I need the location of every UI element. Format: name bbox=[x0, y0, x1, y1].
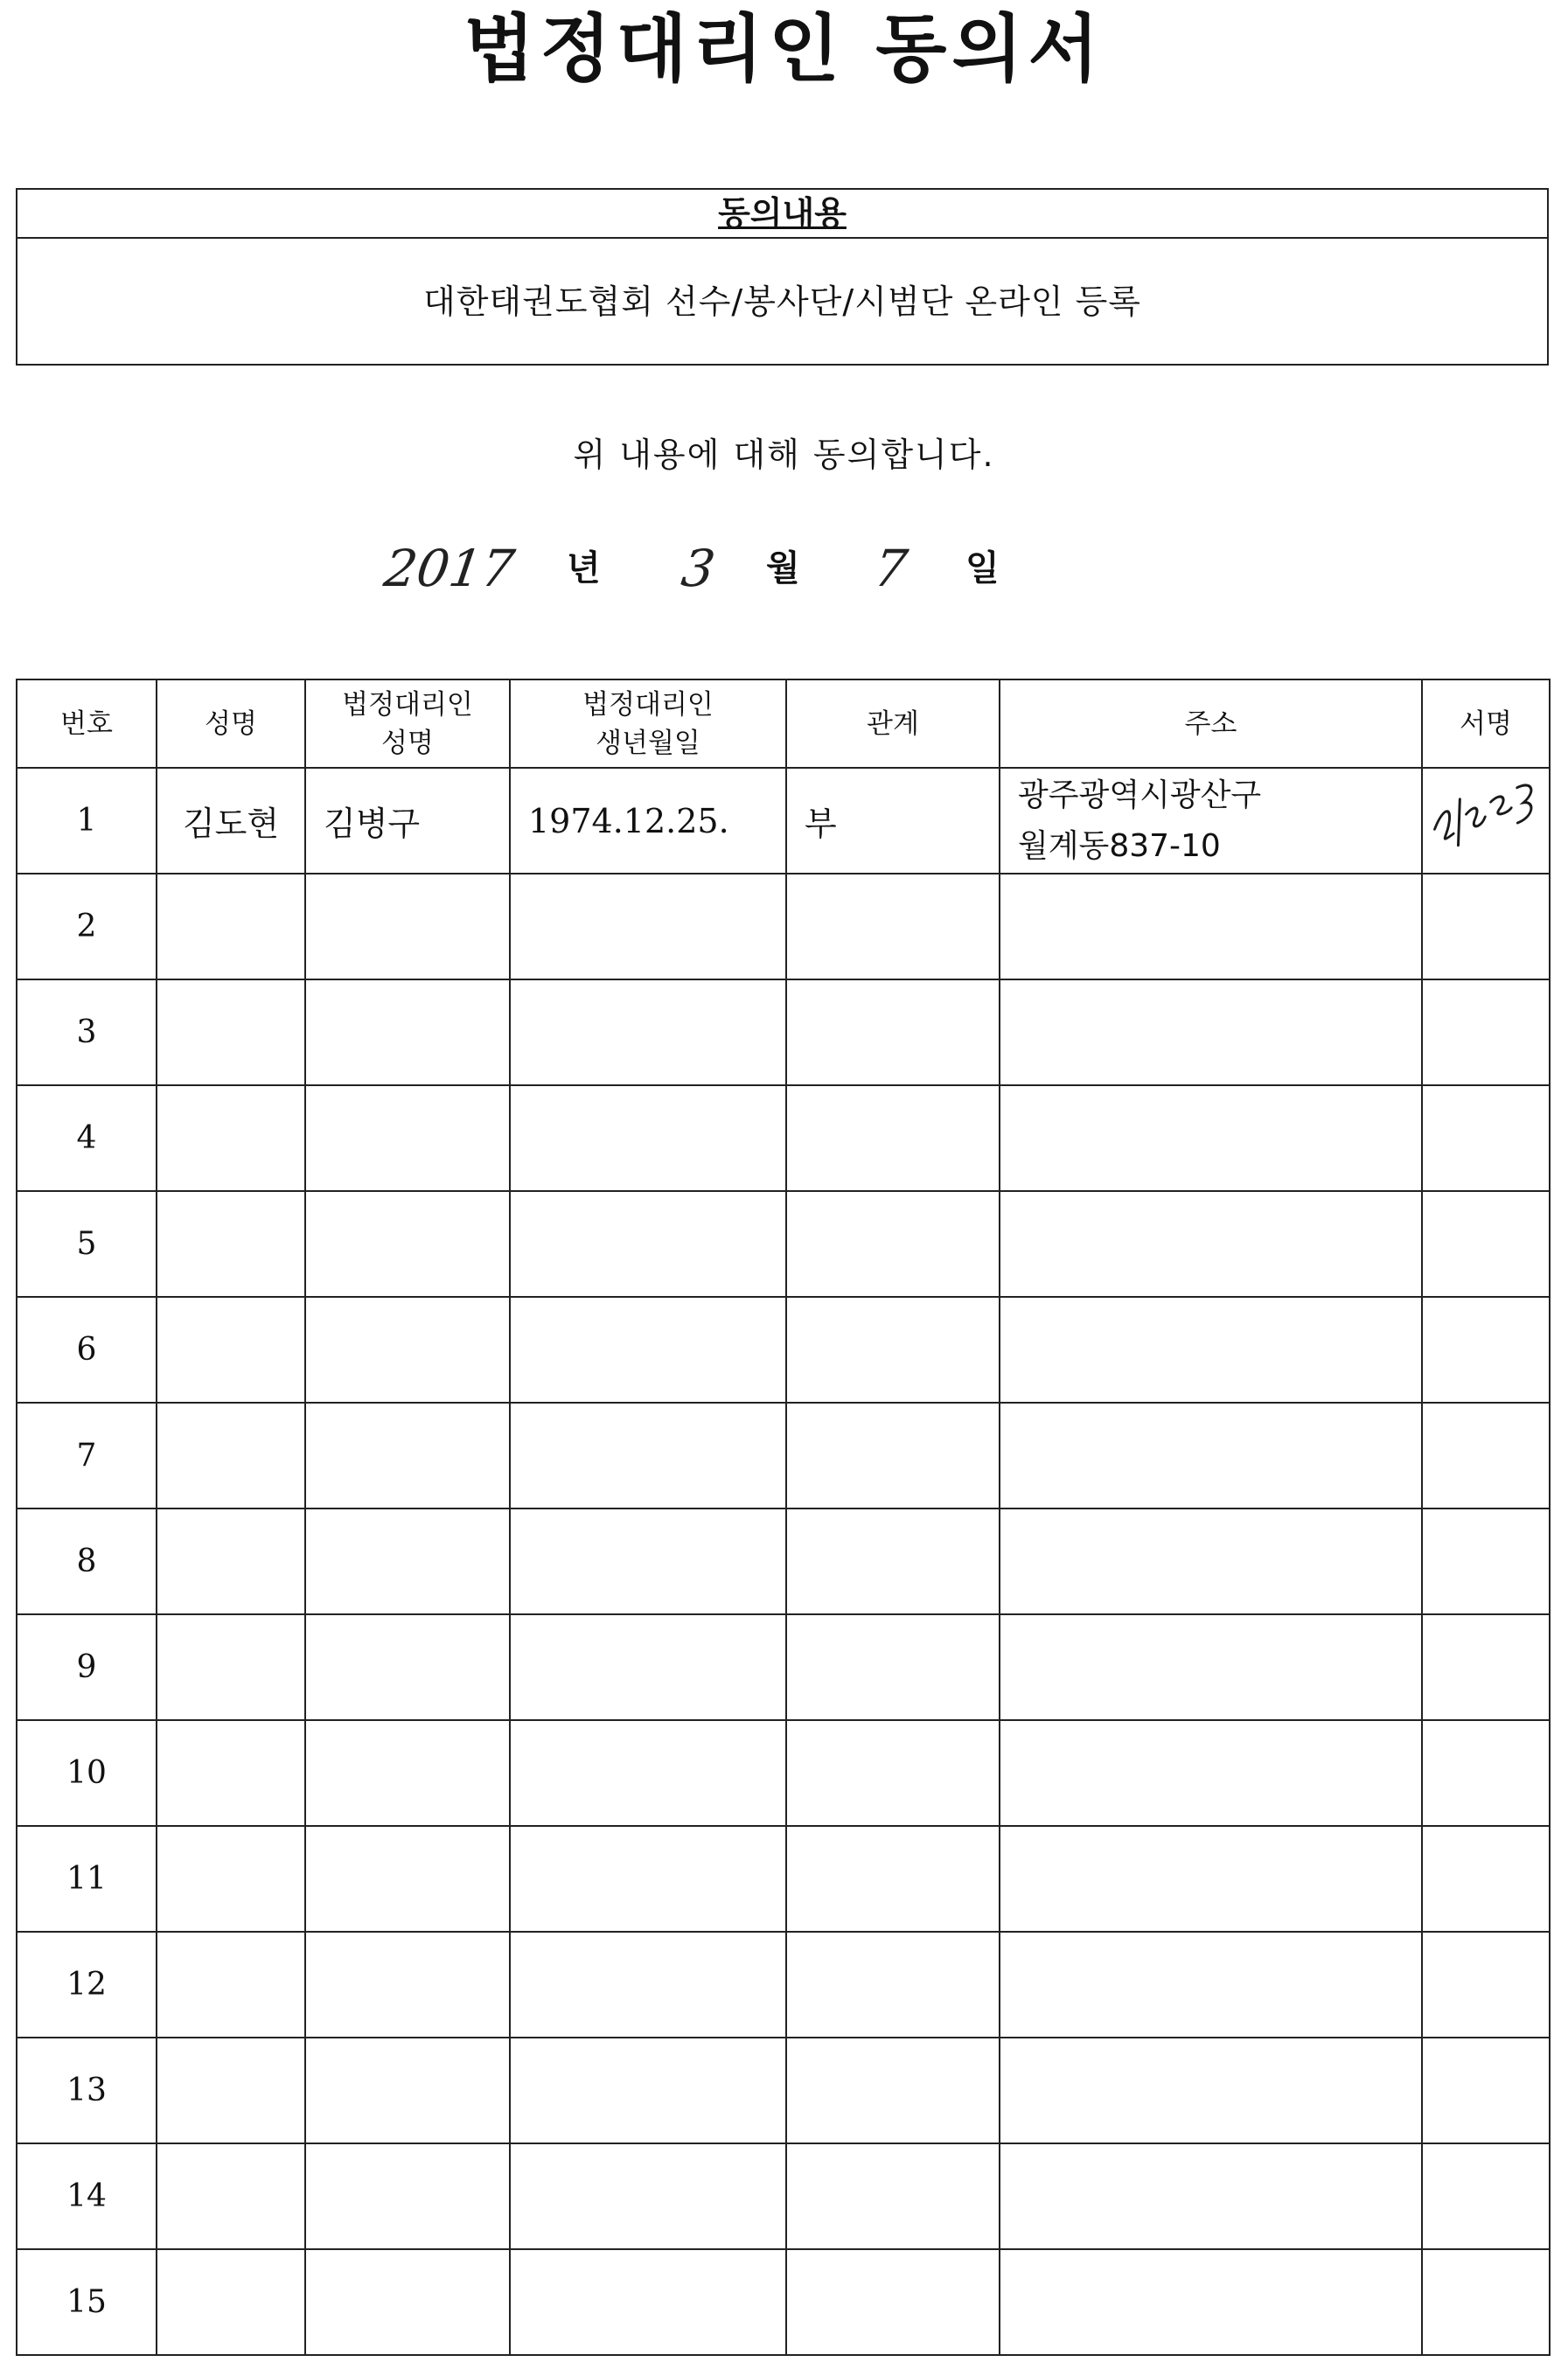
student-name[interactable] bbox=[157, 1297, 305, 1403]
student-name[interactable] bbox=[157, 1720, 305, 1826]
guardian-birthdate[interactable] bbox=[510, 2249, 786, 2355]
relation[interactable] bbox=[786, 979, 1000, 1085]
row-number: 4 bbox=[17, 1085, 157, 1191]
student-name[interactable] bbox=[157, 1614, 305, 1720]
row-number: 14 bbox=[17, 2143, 157, 2249]
relation[interactable] bbox=[786, 874, 1000, 979]
relation[interactable] bbox=[786, 2143, 1000, 2249]
address[interactable] bbox=[1000, 979, 1422, 1085]
guardian-birthdate[interactable] bbox=[510, 2143, 786, 2249]
row-number: 13 bbox=[17, 2038, 157, 2143]
row-number: 1 bbox=[17, 768, 157, 874]
header-guardian-name bbox=[305, 679, 510, 768]
table-row bbox=[17, 1826, 1550, 1932]
address-line1: 광주광역시광산구 bbox=[1018, 777, 1262, 813]
guardian-name[interactable] bbox=[305, 2249, 510, 2355]
row-number: 8 bbox=[17, 1509, 157, 1614]
consent-content: 대한태권도협회 선수/봉사단/시범단 온라인 등록 bbox=[422, 282, 1141, 321]
document-title: 법정대리인 동의서 bbox=[463, 6, 1105, 92]
address[interactable] bbox=[1000, 874, 1422, 979]
address[interactable] bbox=[1000, 1403, 1422, 1509]
guardian-name[interactable] bbox=[305, 1826, 510, 1932]
address-line2: 월계동837-10 bbox=[1018, 827, 1221, 864]
address[interactable] bbox=[1000, 1085, 1422, 1191]
signature-cell[interactable] bbox=[1422, 874, 1550, 979]
relation[interactable] bbox=[786, 1720, 1000, 1826]
signature-cell[interactable] bbox=[1422, 1509, 1550, 1614]
guardian-birthdate[interactable] bbox=[510, 1191, 786, 1297]
student-name[interactable] bbox=[157, 979, 305, 1085]
date-year: 2017 bbox=[380, 539, 519, 598]
signature-cell[interactable] bbox=[1422, 2249, 1550, 2355]
guardian-birthdate[interactable] bbox=[510, 1509, 786, 1614]
signature-cell[interactable] bbox=[1422, 1403, 1550, 1509]
address[interactable] bbox=[1000, 2249, 1422, 2355]
date-month: 3 bbox=[678, 539, 719, 598]
table-row bbox=[17, 1614, 1550, 1720]
date-day-unit: 일 bbox=[965, 548, 1000, 589]
guardian-name[interactable] bbox=[305, 1085, 510, 1191]
student-name[interactable] bbox=[157, 2249, 305, 2355]
guardian-birthdate[interactable] bbox=[510, 1614, 786, 1720]
header-guardian-name-line1: 법정대리인 bbox=[342, 688, 473, 721]
relation[interactable] bbox=[786, 2038, 1000, 2143]
address[interactable] bbox=[1000, 1614, 1422, 1720]
table-row bbox=[17, 2038, 1550, 2143]
guardian-birthdate[interactable] bbox=[510, 1085, 786, 1191]
relation[interactable] bbox=[786, 2249, 1000, 2355]
student-name[interactable] bbox=[157, 2143, 305, 2249]
student-name[interactable] bbox=[157, 1191, 305, 1297]
guardian-name[interactable] bbox=[305, 1297, 510, 1403]
row-number: 10 bbox=[17, 1720, 157, 1826]
signature-cell[interactable] bbox=[1422, 1932, 1550, 2038]
guardian-name[interactable] bbox=[305, 2143, 510, 2249]
header-guardian-birth-line1: 법정대리인 bbox=[582, 688, 714, 721]
signature-cell[interactable] bbox=[1422, 2038, 1550, 2143]
handwritten-signature bbox=[1428, 768, 1544, 874]
date-day: 7 bbox=[870, 539, 911, 598]
table-row bbox=[17, 1403, 1550, 1509]
table-row bbox=[17, 1720, 1550, 1826]
guardian-name: 김병구 bbox=[305, 768, 510, 874]
relation[interactable] bbox=[786, 1932, 1000, 2038]
address[interactable] bbox=[1000, 1191, 1422, 1297]
signature-cell bbox=[1422, 768, 1550, 874]
row-number: 3 bbox=[17, 979, 157, 1085]
relation[interactable] bbox=[786, 1403, 1000, 1509]
signature-cell[interactable] bbox=[1422, 1085, 1550, 1191]
guardian-table bbox=[16, 679, 1551, 2356]
student-name: 김도현 bbox=[157, 768, 305, 874]
guardian-name[interactable] bbox=[305, 1191, 510, 1297]
table-row bbox=[17, 2143, 1550, 2249]
header-guardian-name-line2: 성명 bbox=[381, 727, 434, 759]
relation: 부 bbox=[786, 768, 1000, 874]
row-number: 9 bbox=[17, 1614, 157, 1720]
signature-scribble-icon bbox=[1428, 768, 1544, 863]
address[interactable] bbox=[1000, 1720, 1422, 1826]
student-name[interactable] bbox=[157, 1932, 305, 2038]
header-guardian-birth bbox=[510, 679, 786, 768]
address[interactable] bbox=[1000, 1509, 1422, 1614]
student-name[interactable] bbox=[157, 874, 305, 979]
guardian-birthdate[interactable] bbox=[510, 874, 786, 979]
header-name: 성명 bbox=[157, 679, 305, 768]
date-line bbox=[0, 533, 1568, 603]
row-number: 5 bbox=[17, 1191, 157, 1297]
header-address: 주소 bbox=[1000, 679, 1422, 768]
table-row bbox=[17, 2249, 1550, 2355]
table-row bbox=[17, 1085, 1550, 1191]
header-number: 번호 bbox=[17, 679, 157, 768]
guardian-name[interactable] bbox=[305, 1932, 510, 2038]
row-number: 7 bbox=[17, 1403, 157, 1509]
address[interactable] bbox=[1000, 1826, 1422, 1932]
table-row bbox=[17, 1932, 1550, 2038]
signature-cell[interactable] bbox=[1422, 1826, 1550, 1932]
guardian-birthdate[interactable] bbox=[510, 1826, 786, 1932]
guardian-birthdate[interactable] bbox=[510, 1403, 786, 1509]
guardian-name[interactable] bbox=[305, 1720, 510, 1826]
relation[interactable] bbox=[786, 1614, 1000, 1720]
guardian-name[interactable] bbox=[305, 1403, 510, 1509]
header-guardian-birth-line2: 생년월일 bbox=[596, 727, 700, 759]
guardian-birthdate[interactable] bbox=[510, 2038, 786, 2143]
guardian-name[interactable] bbox=[305, 979, 510, 1085]
table-header-row bbox=[17, 679, 1550, 768]
row-number: 2 bbox=[17, 874, 157, 979]
address bbox=[1000, 768, 1422, 874]
address[interactable] bbox=[1000, 2143, 1422, 2249]
consent-header: 동의내용 bbox=[17, 190, 1547, 239]
signature-cell[interactable] bbox=[1422, 1720, 1550, 1826]
relation[interactable] bbox=[786, 1509, 1000, 1614]
row-number: 11 bbox=[17, 1826, 157, 1932]
student-name[interactable] bbox=[157, 1826, 305, 1932]
relation[interactable] bbox=[786, 1297, 1000, 1403]
student-name[interactable] bbox=[157, 2038, 305, 2143]
signature-cell[interactable] bbox=[1422, 2143, 1550, 2249]
signature-cell[interactable] bbox=[1422, 1297, 1550, 1403]
student-name[interactable] bbox=[157, 1403, 305, 1509]
student-name[interactable] bbox=[157, 1509, 305, 1614]
date-month-unit: 월 bbox=[766, 548, 800, 589]
table-row bbox=[17, 1191, 1550, 1297]
guardian-name[interactable] bbox=[305, 1509, 510, 1614]
address[interactable] bbox=[1000, 1932, 1422, 2038]
table-row bbox=[17, 1297, 1550, 1403]
table-row bbox=[17, 768, 1550, 874]
address[interactable] bbox=[1000, 1297, 1422, 1403]
guardian-birthdate: 1974.12.25. bbox=[510, 768, 786, 874]
table-row bbox=[17, 979, 1550, 1085]
relation[interactable] bbox=[786, 1191, 1000, 1297]
guardian-birthdate[interactable] bbox=[510, 1297, 786, 1403]
address[interactable] bbox=[1000, 2038, 1422, 2143]
relation[interactable] bbox=[786, 1085, 1000, 1191]
guardian-birthdate[interactable] bbox=[510, 979, 786, 1085]
table-row bbox=[17, 874, 1550, 979]
agreement-statement: 위 내용에 대해 동의합니다. bbox=[573, 435, 995, 474]
header-signature: 서명 bbox=[1422, 679, 1550, 768]
signature-cell[interactable] bbox=[1422, 979, 1550, 1085]
table-row bbox=[17, 1509, 1550, 1614]
guardian-birthdate[interactable] bbox=[510, 1932, 786, 2038]
row-number: 12 bbox=[17, 1932, 157, 2038]
guardian-birthdate[interactable] bbox=[510, 1720, 786, 1826]
guardian-name[interactable] bbox=[305, 2038, 510, 2143]
guardian-name[interactable] bbox=[305, 1614, 510, 1720]
date-year-unit: 년 bbox=[567, 548, 601, 589]
guardian-name[interactable] bbox=[305, 874, 510, 979]
relation[interactable] bbox=[786, 1826, 1000, 1932]
signature-cell[interactable] bbox=[1422, 1614, 1550, 1720]
header-relation: 관계 bbox=[786, 679, 1000, 768]
consent-box bbox=[16, 188, 1549, 366]
signature-cell[interactable] bbox=[1422, 1191, 1550, 1297]
row-number: 6 bbox=[17, 1297, 157, 1403]
row-number: 15 bbox=[17, 2249, 157, 2355]
student-name[interactable] bbox=[157, 1085, 305, 1191]
